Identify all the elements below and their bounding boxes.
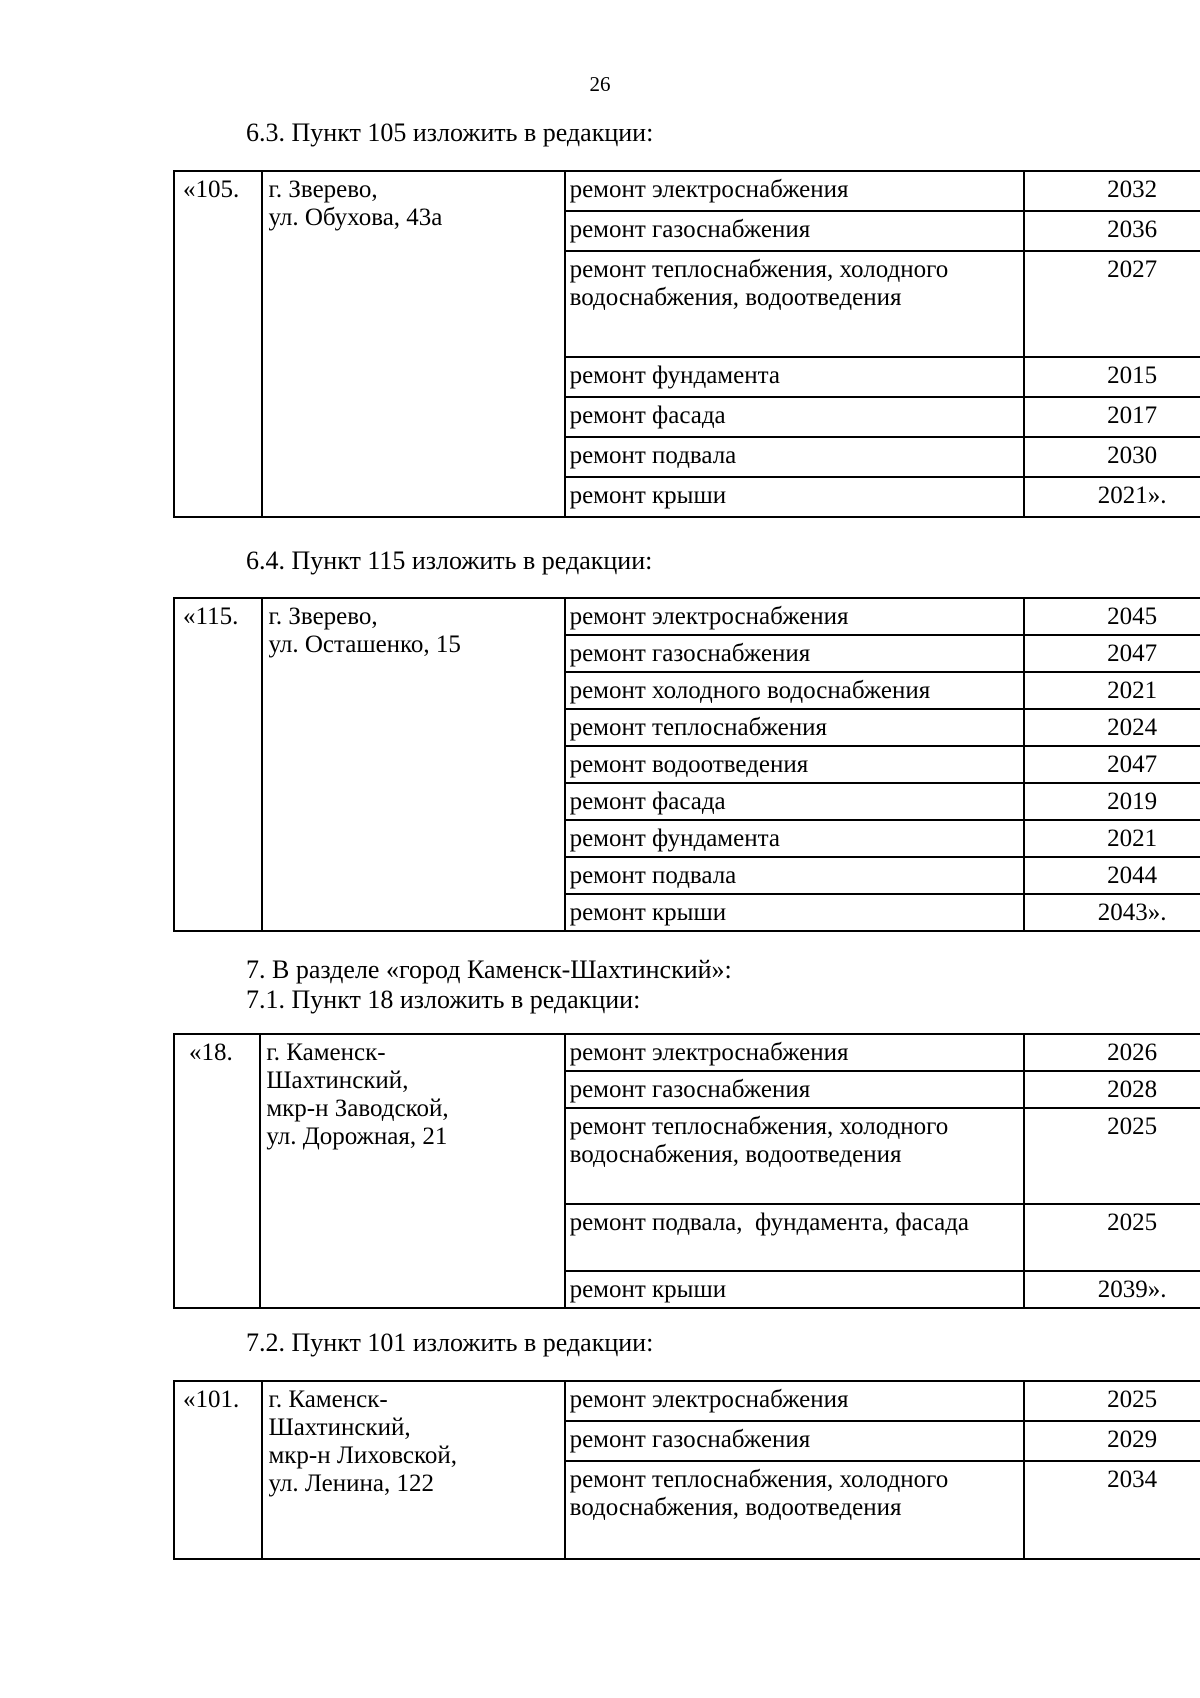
address-line: Шахтинский,	[266, 1067, 409, 1094]
work-cell: ремонт электроснабжения	[565, 171, 1025, 211]
item-address	[262, 171, 564, 517]
work-cell: ремонт газоснабжения	[565, 635, 1025, 672]
address-line: г. Каменск-	[266, 1039, 386, 1066]
year-cell: 2034	[1024, 1461, 1200, 1559]
work-cell: ремонт теплоснабжения, холодного водоснабжения, водоотведения	[565, 1108, 1025, 1204]
work-cell: ремонт газоснабжения	[565, 1421, 1025, 1461]
work-cell: ремонт крыши	[565, 477, 1025, 517]
item-number: «18.	[174, 1034, 260, 1308]
year-cell: 2021».	[1024, 477, 1200, 517]
section-heading-6-3: 6.3. Пункт 105 изложить в редакции:	[246, 118, 654, 147]
year-cell: 2019	[1024, 783, 1200, 820]
work-cell: ремонт подвала	[565, 857, 1025, 894]
work-cell: ремонт фундамента	[565, 820, 1025, 857]
year-cell: 2024	[1024, 709, 1200, 746]
address-line: г. Зверево,	[268, 603, 378, 630]
work-cell: ремонт теплоснабжения	[565, 709, 1025, 746]
address-line: мкр-н Лиховской,	[268, 1442, 458, 1469]
year-cell: 2047	[1024, 635, 1200, 672]
work-cell: ремонт крыши	[565, 1271, 1025, 1308]
item-number: «115.	[174, 598, 262, 931]
year-cell: 2039».	[1024, 1271, 1200, 1308]
year-cell: 2026	[1024, 1034, 1200, 1071]
work-cell: ремонт фасада	[565, 783, 1025, 820]
address-line: мкр-н Заводской,	[266, 1095, 449, 1122]
item-address	[260, 1034, 564, 1308]
table-item-101	[173, 1380, 1200, 1560]
work-cell: ремонт фундамента	[565, 357, 1025, 397]
table-item-105	[173, 170, 1200, 518]
year-cell: 2030	[1024, 437, 1200, 477]
year-cell: 2047	[1024, 746, 1200, 783]
section-heading-7-1: 7.1. Пункт 18 изложить в редакции:	[246, 985, 641, 1014]
section-heading-6-4: 6.4. Пункт 115 изложить в редакции:	[246, 546, 653, 575]
address-line: Шахтинский,	[268, 1414, 411, 1441]
work-cell: ремонт подвала	[565, 437, 1025, 477]
work-cell: ремонт водоотведения	[565, 746, 1025, 783]
address-line: ул. Ленина, 122	[268, 1470, 434, 1497]
section-heading-7-2: 7.2. Пункт 101 изложить в редакции:	[246, 1328, 654, 1357]
item-address	[262, 1381, 564, 1559]
year-cell: 2045	[1024, 598, 1200, 635]
year-cell: 2015	[1024, 357, 1200, 397]
year-cell: 2025	[1024, 1381, 1200, 1421]
year-cell: 2021	[1024, 672, 1200, 709]
page-number: 26	[589, 72, 611, 96]
year-cell: 2025	[1024, 1108, 1200, 1204]
work-cell: ремонт электроснабжения	[565, 1034, 1025, 1071]
work-cell: ремонт теплоснабжения, холодного водоснабжения, водоотведения	[565, 251, 1025, 357]
address-line: ул. Осташенко, 15	[268, 631, 461, 658]
work-cell: ремонт газоснабжения	[565, 1071, 1025, 1108]
year-cell: 2021	[1024, 820, 1200, 857]
address-line: ул. Дорожная, 21	[266, 1123, 448, 1150]
work-cell: ремонт электроснабжения	[565, 1381, 1025, 1421]
work-cell: ремонт крыши	[565, 894, 1025, 931]
item-number: «105.	[174, 171, 262, 517]
work-cell: ремонт холодного водоснабжения	[565, 672, 1025, 709]
work-cell: ремонт теплоснабжения, холодного водоснабжения, водоотведения	[565, 1461, 1025, 1559]
year-cell: 2017	[1024, 397, 1200, 437]
work-cell: ремонт электроснабжения	[565, 598, 1025, 635]
work-cell: ремонт подвала, фундамента, фасада	[565, 1204, 1025, 1271]
year-cell: 2043».	[1024, 894, 1200, 931]
year-cell: 2044	[1024, 857, 1200, 894]
work-cell: ремонт фасада	[565, 397, 1025, 437]
table-item-115	[173, 597, 1200, 932]
year-cell: 2025	[1024, 1204, 1200, 1271]
address-line: г. Каменск-	[268, 1386, 388, 1413]
year-cell: 2028	[1024, 1071, 1200, 1108]
year-cell: 2029	[1024, 1421, 1200, 1461]
address-line: г. Зверево,	[268, 176, 378, 203]
address-line: ул. Обухова, 43а	[268, 204, 443, 231]
item-address	[262, 598, 564, 931]
item-number: «101.	[174, 1381, 262, 1559]
year-cell: 2027	[1024, 251, 1200, 357]
work-cell: ремонт газоснабжения	[565, 211, 1025, 251]
section-heading-7: 7. В разделе «город Каменск-Шахтинский»:	[246, 955, 732, 984]
year-cell: 2032	[1024, 171, 1200, 211]
year-cell: 2036	[1024, 211, 1200, 251]
table-item-18	[173, 1033, 1200, 1309]
